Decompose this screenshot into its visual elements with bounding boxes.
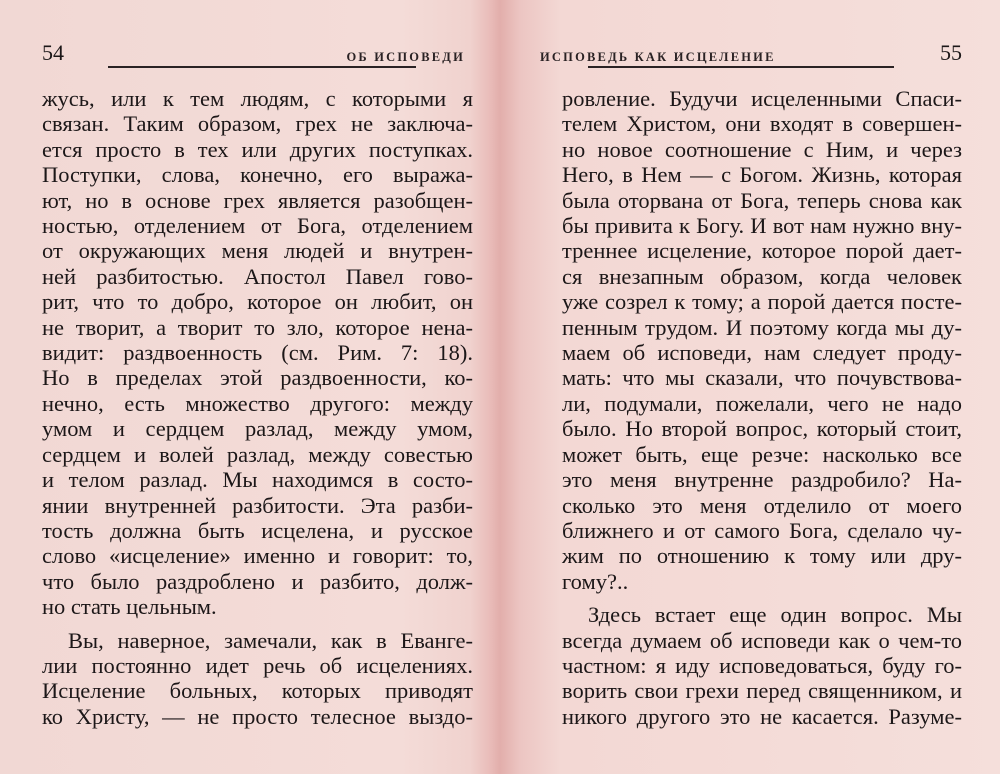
text-line: мать: что мы сказали, что почувствова- — [562, 365, 962, 391]
text-line: сколько это меня отделило от моего — [562, 492, 962, 518]
text-line: Исцеление больных, которых приводят — [42, 678, 473, 704]
paragraph-gap — [562, 594, 962, 602]
text-line: видит: раздвоенность (см. Рим. 7: 18). — [42, 340, 473, 366]
paragraph — [562, 86, 962, 594]
running-head: ОБ ИСПОВЕДИ — [346, 50, 465, 64]
text-line: Здесь встает еще один вопрос. Мы — [588, 602, 962, 628]
text-line: гому?.. — [562, 568, 629, 594]
text-line: телем Христом, они входят в совершен- — [562, 111, 962, 137]
text-line: слово «исцеление» именно и говорит: то, — [42, 543, 473, 569]
text-line: рит, что то добро, которое он любит, он — [42, 289, 473, 315]
paragraph — [562, 602, 962, 729]
text-line: ностью, отделением от Бога, отделением — [42, 213, 473, 239]
text-line: ней разбитостью. Апостол Павел гово- — [42, 263, 473, 289]
text-line: уже созрел к тому; а порой дается посте- — [562, 289, 962, 315]
text-line: треннее исцеление, которое порой дает- — [562, 238, 962, 264]
text-line: ся внезапным образом, когда человек — [562, 263, 962, 289]
text-line: Вы, наверное, замечали, как в Еванге- — [68, 627, 473, 653]
text-line: это меня внутренне раздробило? На- — [562, 467, 962, 493]
page-number: 55 — [940, 40, 962, 65]
text-line: Поступки, слова, конечно, его выража- — [42, 162, 473, 188]
text-line: была оторвана от Бога, теперь снова как — [562, 187, 962, 213]
text-line: нечно, есть множество другого: между — [42, 390, 473, 416]
text-line: всегда думаем об исповеди как о чем-то — [562, 627, 962, 653]
paragraph — [42, 628, 473, 730]
paragraph — [42, 86, 473, 620]
header-rule — [108, 66, 416, 68]
text-line: маем об исповеди, нам следует проду- — [562, 340, 962, 366]
text-line: ют, но в основе грех является разобщен- — [42, 187, 473, 213]
text-line: было. Но второй вопрос, который стоит, — [562, 416, 962, 442]
text-line: Него, в Нем — с Богом. Жизнь, которая — [562, 162, 962, 188]
text-line: никого другого это не касается. Разуме- — [562, 703, 962, 729]
text-line: ко Христу, — не просто телесное выздо- — [42, 703, 473, 729]
text-line: тость должна быть исцелена, и русское — [42, 517, 473, 543]
text-line: но стать цельным. — [42, 594, 217, 620]
text-line: жусь, или к тем людям, с которыми я — [42, 86, 473, 111]
header-rule — [588, 66, 894, 68]
text-line: связан. Таким образом, грех не заключа- — [42, 111, 473, 137]
page-body — [42, 86, 473, 729]
text-line: может быть, еще резче: насколько все — [562, 441, 962, 467]
page-number: 54 — [42, 40, 64, 65]
text-line: пенным трудом. И поэтому когда мы ду- — [562, 314, 962, 340]
text-line: умом и сердцем разлад, между умом, — [42, 416, 473, 442]
left-page — [0, 0, 495, 774]
text-line: ближнего и от самого Бога, сделало чу- — [562, 517, 962, 543]
page-body — [562, 86, 962, 729]
text-line: ровление. Будучи исцеленными Спаси- — [562, 86, 962, 111]
text-line: сердцем и волей разлад, между совестью — [42, 441, 473, 467]
text-line: лии постоянно идет речь об исцелениях. — [42, 652, 473, 678]
text-line: Но в пределах этой раздвоенности, ко- — [42, 365, 473, 391]
text-line: ется просто в тех или других поступках. — [42, 136, 473, 162]
text-line: не творит, а творит то зло, которое нена- — [42, 314, 473, 340]
running-head: ИСПОВЕДЬ КАК ИСЦЕЛЕНИЕ — [540, 50, 776, 64]
text-line: ли, подумали, пожелали, чего не надо — [562, 390, 962, 416]
right-page — [505, 0, 1000, 774]
text-line: что было раздроблено и разбито, долж- — [42, 568, 473, 594]
text-line: бы привита к Богу. И вот нам нужно вну- — [562, 213, 962, 239]
paragraph-gap — [42, 620, 473, 628]
text-line: но новое соотношение с Ним, и через — [562, 136, 962, 162]
text-line: и телом разлад. Мы находимся в состо- — [42, 467, 473, 493]
text-line: янии внутренней разбитости. Эта разби- — [42, 492, 473, 518]
text-line: частном: я иду исповедоваться, буду го- — [562, 652, 962, 678]
text-line: жим по отношению к тому или дру- — [562, 543, 962, 569]
text-line: ворить свои грехи перед священником, и — [562, 678, 962, 704]
text-line: от окружающих меня людей и внутрен- — [42, 238, 473, 264]
